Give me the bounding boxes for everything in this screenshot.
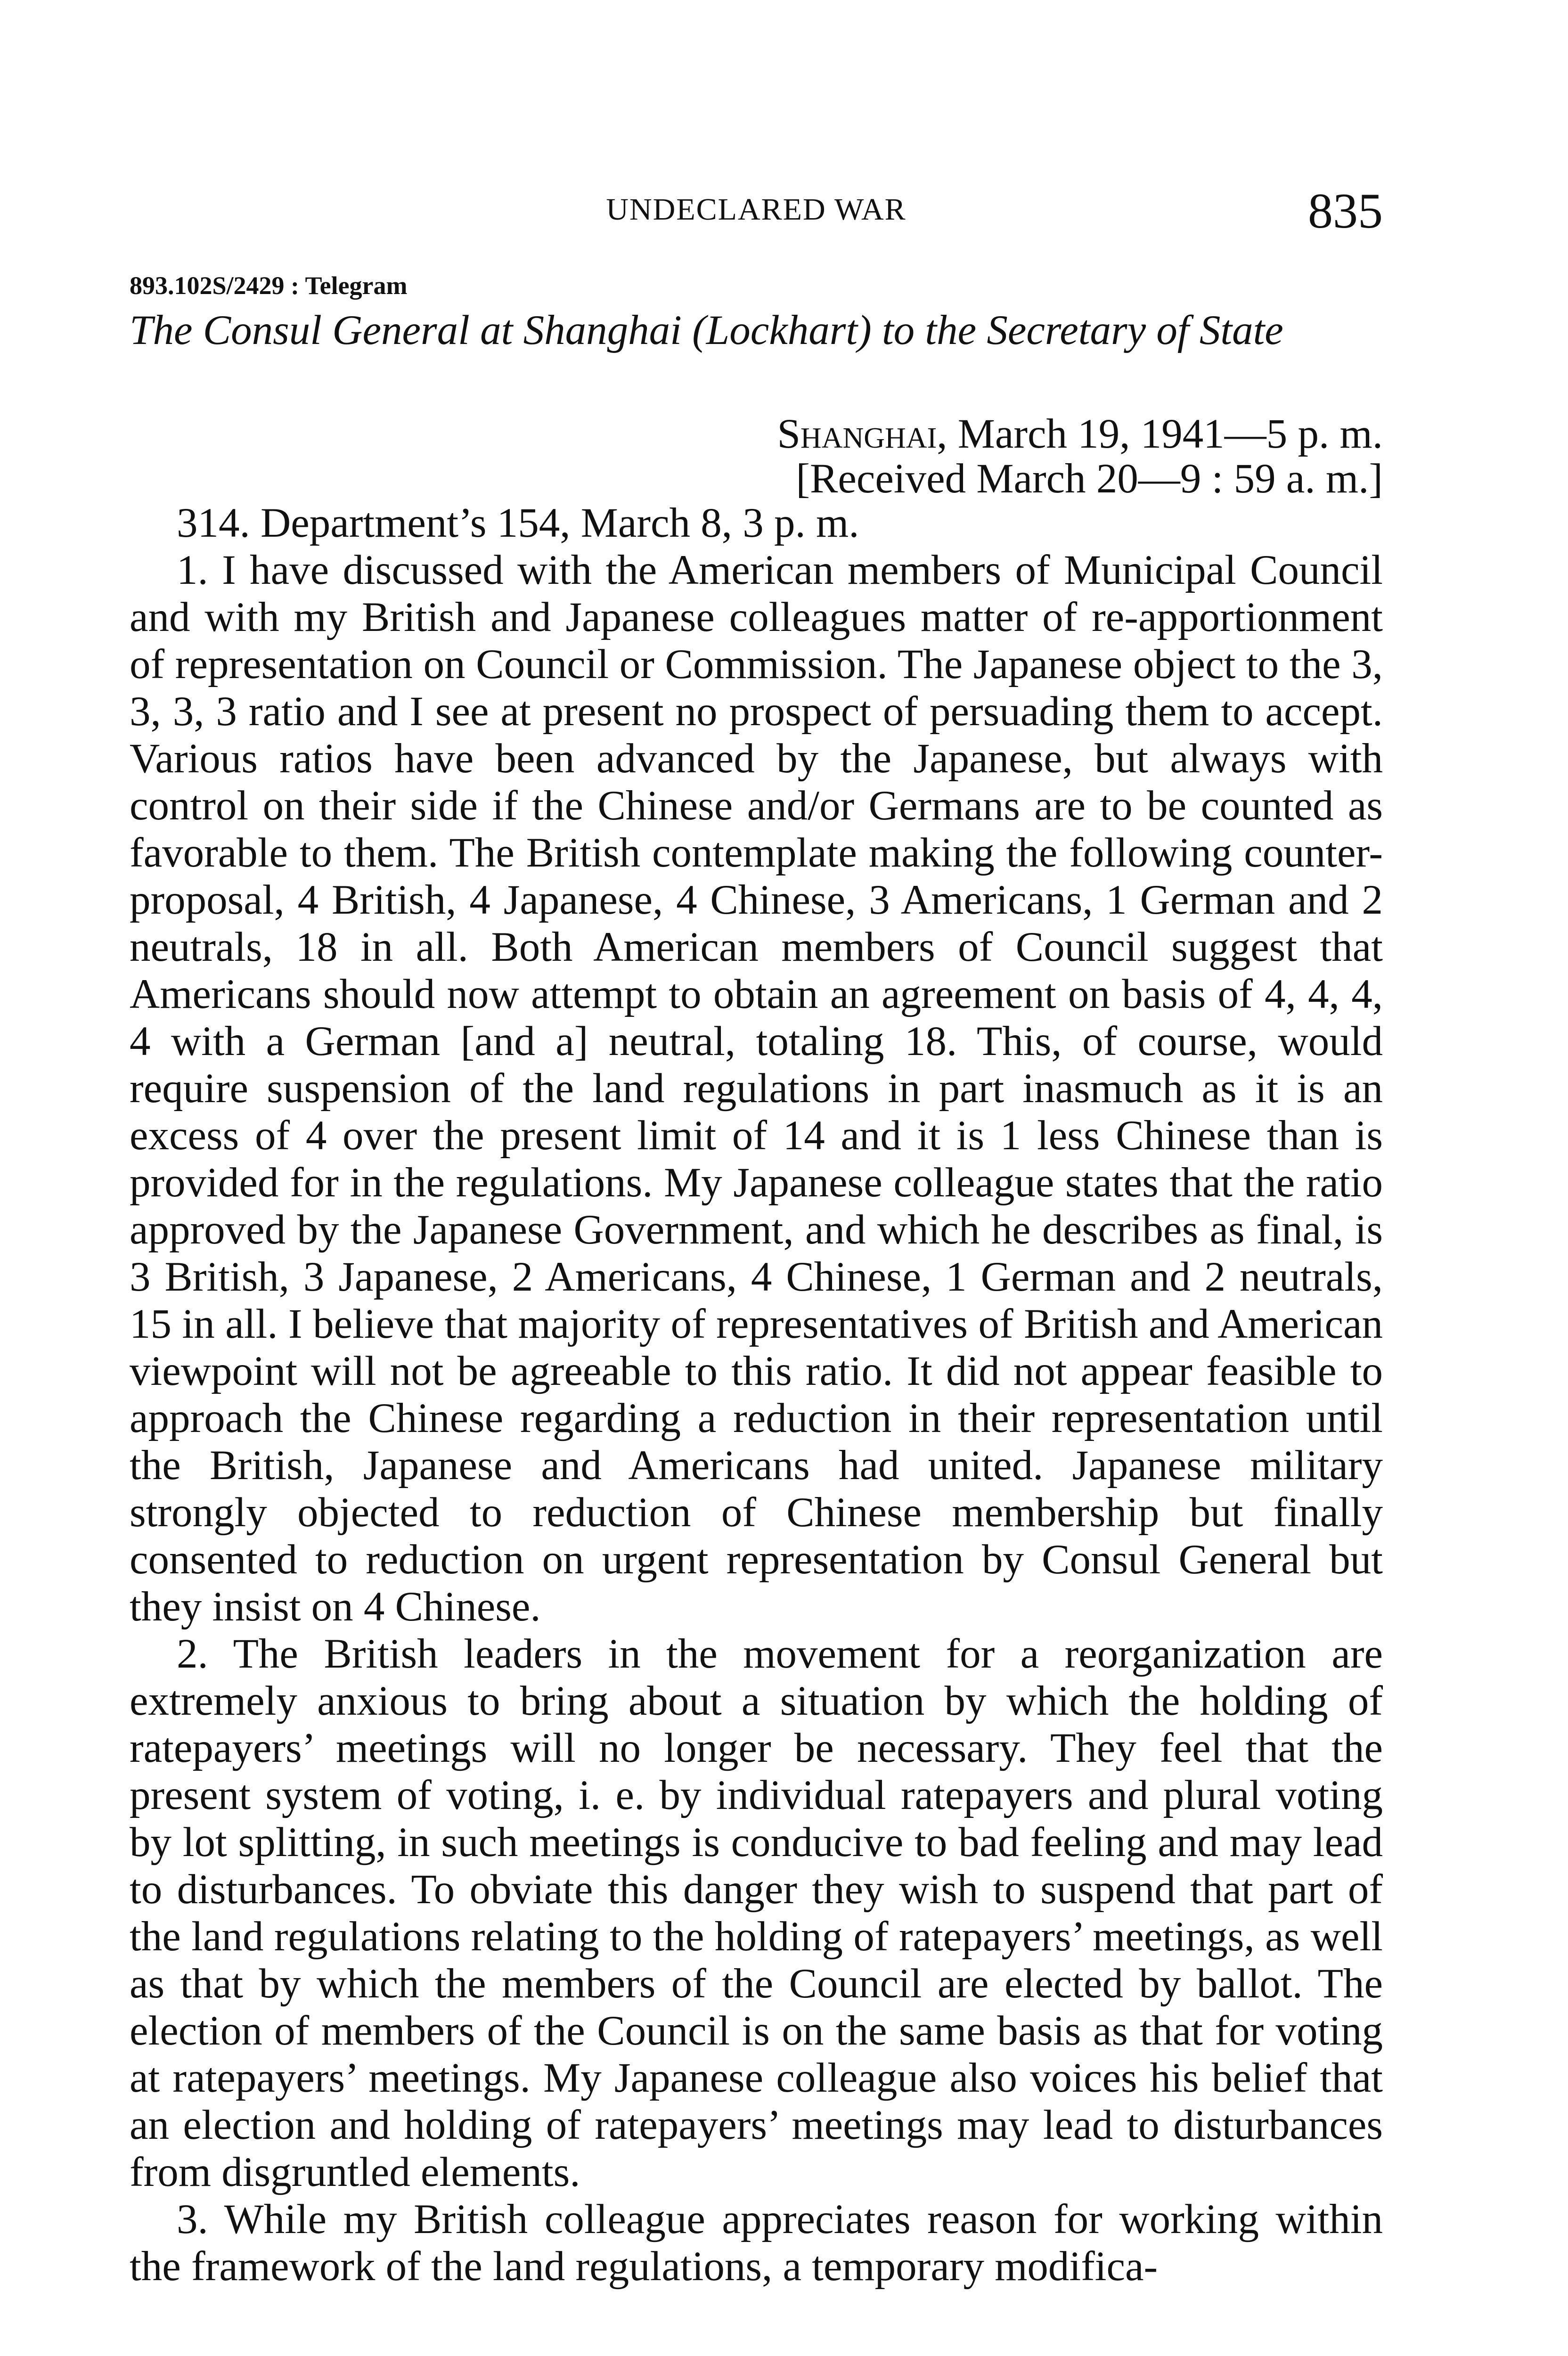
body-text bbox=[130, 499, 1383, 2290]
dateline-place: Shanghai bbox=[777, 411, 937, 457]
document-page bbox=[130, 0, 1383, 2356]
paragraph-2: 2. The British leaders in the movement for a reorganization are extremely anxious to bring about a situation by which the holding of ratepayers’ meetings will no longer be necessary. They feel that the present system of voting, i. e. by individual ratepayers and plural voting by lot splitting, in such meetings is conducive to bad feeling and may lead to disturbances. To obviate this danger they wish to suspend that part of the land regulations relating to the holding of ratepayers’ meetings, as well as that by which the members of the Council are elected by ballot. The election of members of the Council is on the same basis as that for voting at ratepayers’ meetings. My Japanese colleague also voices his belief that an election and holding of ratepayers’ meetings may lead to disturbances from disgruntled elements. bbox=[130, 1631, 1383, 2195]
document-heading: The Consul General at Shanghai (Lockhart) to the Secretary of State bbox=[130, 307, 1283, 353]
dateline bbox=[777, 410, 1383, 458]
running-head bbox=[130, 183, 1383, 243]
paragraph-1: 1. I have discussed with the American members of Municipal Council and with my British and Japanese colleagues matter of re-apportionment of representation on Council or Commission. The Japanese object to the 3, 3, 3, 3 ratio and I see at present no prospect of persuading them to accept. Various ratios have been advanced by the Japanese, but always with control on their side if the Chinese and/or Germans are to be counted as favorable to them. The British contemplate making the following counter-proposal, 4 British, 4 Japanese, 4 Chinese, 3 Americans, 1 German and 2 neutrals, 18 in all. Both American members of Council suggest that Americans should now attempt to obtain an agreement on basis of 4, 4, 4, 4 with a German [and a] neutral, totaling 18. This, of course, would require suspension of the land regulations in part inasmuch as it is an excess of 4 over the present limit of 14 and it is 1 less Chinese than is provided for in the regulations. My Japanese colleague states that the ratio approved by the Japanese Government, and which he describes as final, is 3 British, 3 Japanese, 2 Americans, 4 Chinese, 1 German and 2 neutrals, 15 in all. I believe that majority of representatives of British and American viewpoint will not be agreeable to this ratio. It did not appear feasible to approach the Chinese regarding a reduction in their representation until the British, Japanese and Americans had united. Japanese military strongly objected to reduction of Chinese membership but finally consented to reduction on urgent representation by Consul General but they insist on 4 Chinese. bbox=[130, 547, 1383, 1630]
file-reference: 893.102S/2429 : Telegram bbox=[130, 271, 408, 300]
paragraph-3: 3. While my British colleague appreciates reason for working within the framework of the land regulations, a temporary modifica- bbox=[130, 2196, 1383, 2290]
dateline-date: , March 19, 1941—5 p. m. bbox=[937, 411, 1383, 457]
received-line: [Received March 20—9 : 59 a. m.] bbox=[796, 456, 1383, 502]
running-title: UNDECLARED WAR bbox=[606, 192, 906, 227]
reference-line: 314. Department’s 154, March 8, 3 p. m. bbox=[177, 500, 859, 546]
page-number: 835 bbox=[1308, 183, 1383, 238]
